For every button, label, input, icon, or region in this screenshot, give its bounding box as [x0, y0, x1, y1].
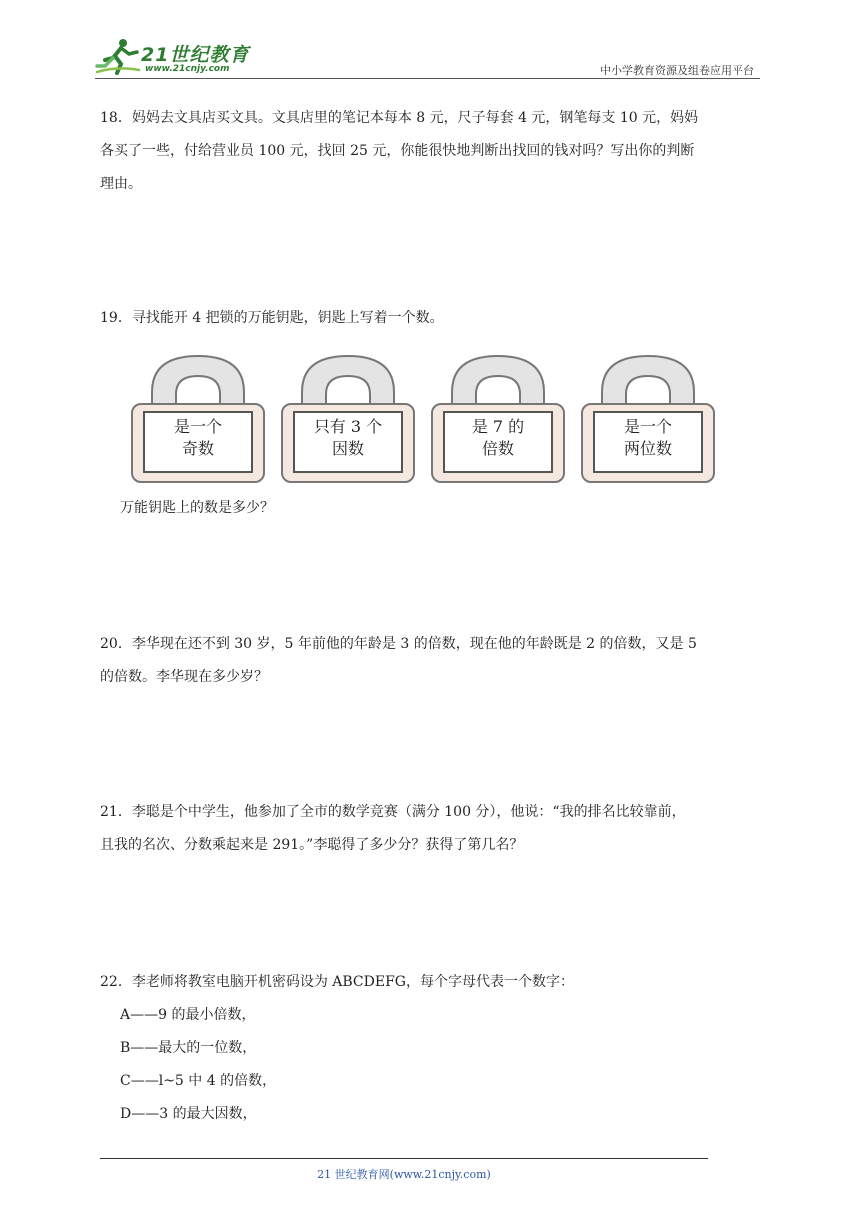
question-20-line: 20．李华现在还不到 30 岁，5 年前他的年龄是 3 的倍数，现在他的年龄既是 2 的倍数，又是 5 [100, 636, 697, 652]
question-19 [100, 302, 760, 335]
site-logo [95, 36, 265, 76]
footer-divider [100, 1158, 708, 1159]
question-20 [100, 628, 760, 694]
runner-logo-icon [95, 36, 141, 76]
question-22-item: C——l~5 中 4 的倍数， [120, 1073, 277, 1089]
lock-illustrations [130, 352, 715, 487]
question-21 [100, 796, 760, 862]
question-19-text: 19．寻找能开 4 把锁的万能钥匙，钥匙上写着一个数。 [100, 310, 444, 326]
lock-label-line: 只有 3 个 [313, 417, 383, 436]
question-22-item: B——最大的一位数， [120, 1040, 257, 1056]
lock-label [592, 416, 704, 460]
header-divider [95, 78, 760, 79]
page-header [95, 30, 760, 80]
question-22 [100, 966, 760, 1131]
lock-label-line: 倍数 [481, 439, 514, 458]
question-21-line: 21．李聪是个中学生，他参加了全市的数学竞赛（满分 100 分），他说：“我的排名比较靠前， [100, 804, 686, 820]
lock-label-line: 因数 [331, 439, 364, 458]
question-18-line: 各买了一些，付给营业员 100 元，找回 25 元，你能很快地判断出找回的钱对吗？写出你的判断 [100, 143, 695, 159]
lock-label [142, 416, 254, 460]
question-21-line: 且我的名次、分数乘起来是 291。”李聪得了多少分？获得了第几名？ [100, 837, 524, 853]
question-19-question: 万能钥匙上的数是多少？ [120, 500, 274, 516]
lock-4 [580, 352, 716, 484]
lock-label-line: 两位数 [623, 439, 672, 458]
logo-text: 21世纪教育 [141, 44, 250, 66]
logo-url: www.21cnjy.com [145, 64, 230, 74]
lock-label-line: 是一个 [173, 417, 222, 436]
question-18-line: 18．妈妈去文具店买文具。文具店里的笔记本每本 8 元，尺子每套 4 元，钢笔每支 10 元，妈妈 [100, 110, 699, 126]
lock-label [292, 416, 404, 460]
question-22-item: A——9 的最小倍数， [120, 1007, 256, 1023]
lock-label-line: 是一个 [623, 417, 672, 436]
question-18-line: 理由。 [100, 176, 142, 192]
question-18 [100, 102, 760, 201]
lock-label [442, 416, 554, 460]
lock-label-line: 是 7 的 [471, 417, 525, 436]
lock-label-line: 奇数 [181, 439, 214, 458]
lock-1 [130, 352, 266, 484]
lock-2 [280, 352, 416, 484]
footer-link[interactable]: 21 世纪教育网(www.21cnjy.com) [317, 1168, 491, 1181]
header-platform-text: 中小学教育资源及组卷应用平台 [600, 64, 754, 77]
question-19-sub [100, 492, 760, 525]
lock-3 [430, 352, 566, 484]
question-20-line: 的倍数。李华现在多少岁？ [100, 669, 268, 685]
question-22-intro: 22．李老师将教室电脑开机密码设为 ABCDEFG，每个字母代表一个数字： [100, 974, 574, 990]
question-22-item: D——3 的最大因数， [120, 1106, 257, 1122]
